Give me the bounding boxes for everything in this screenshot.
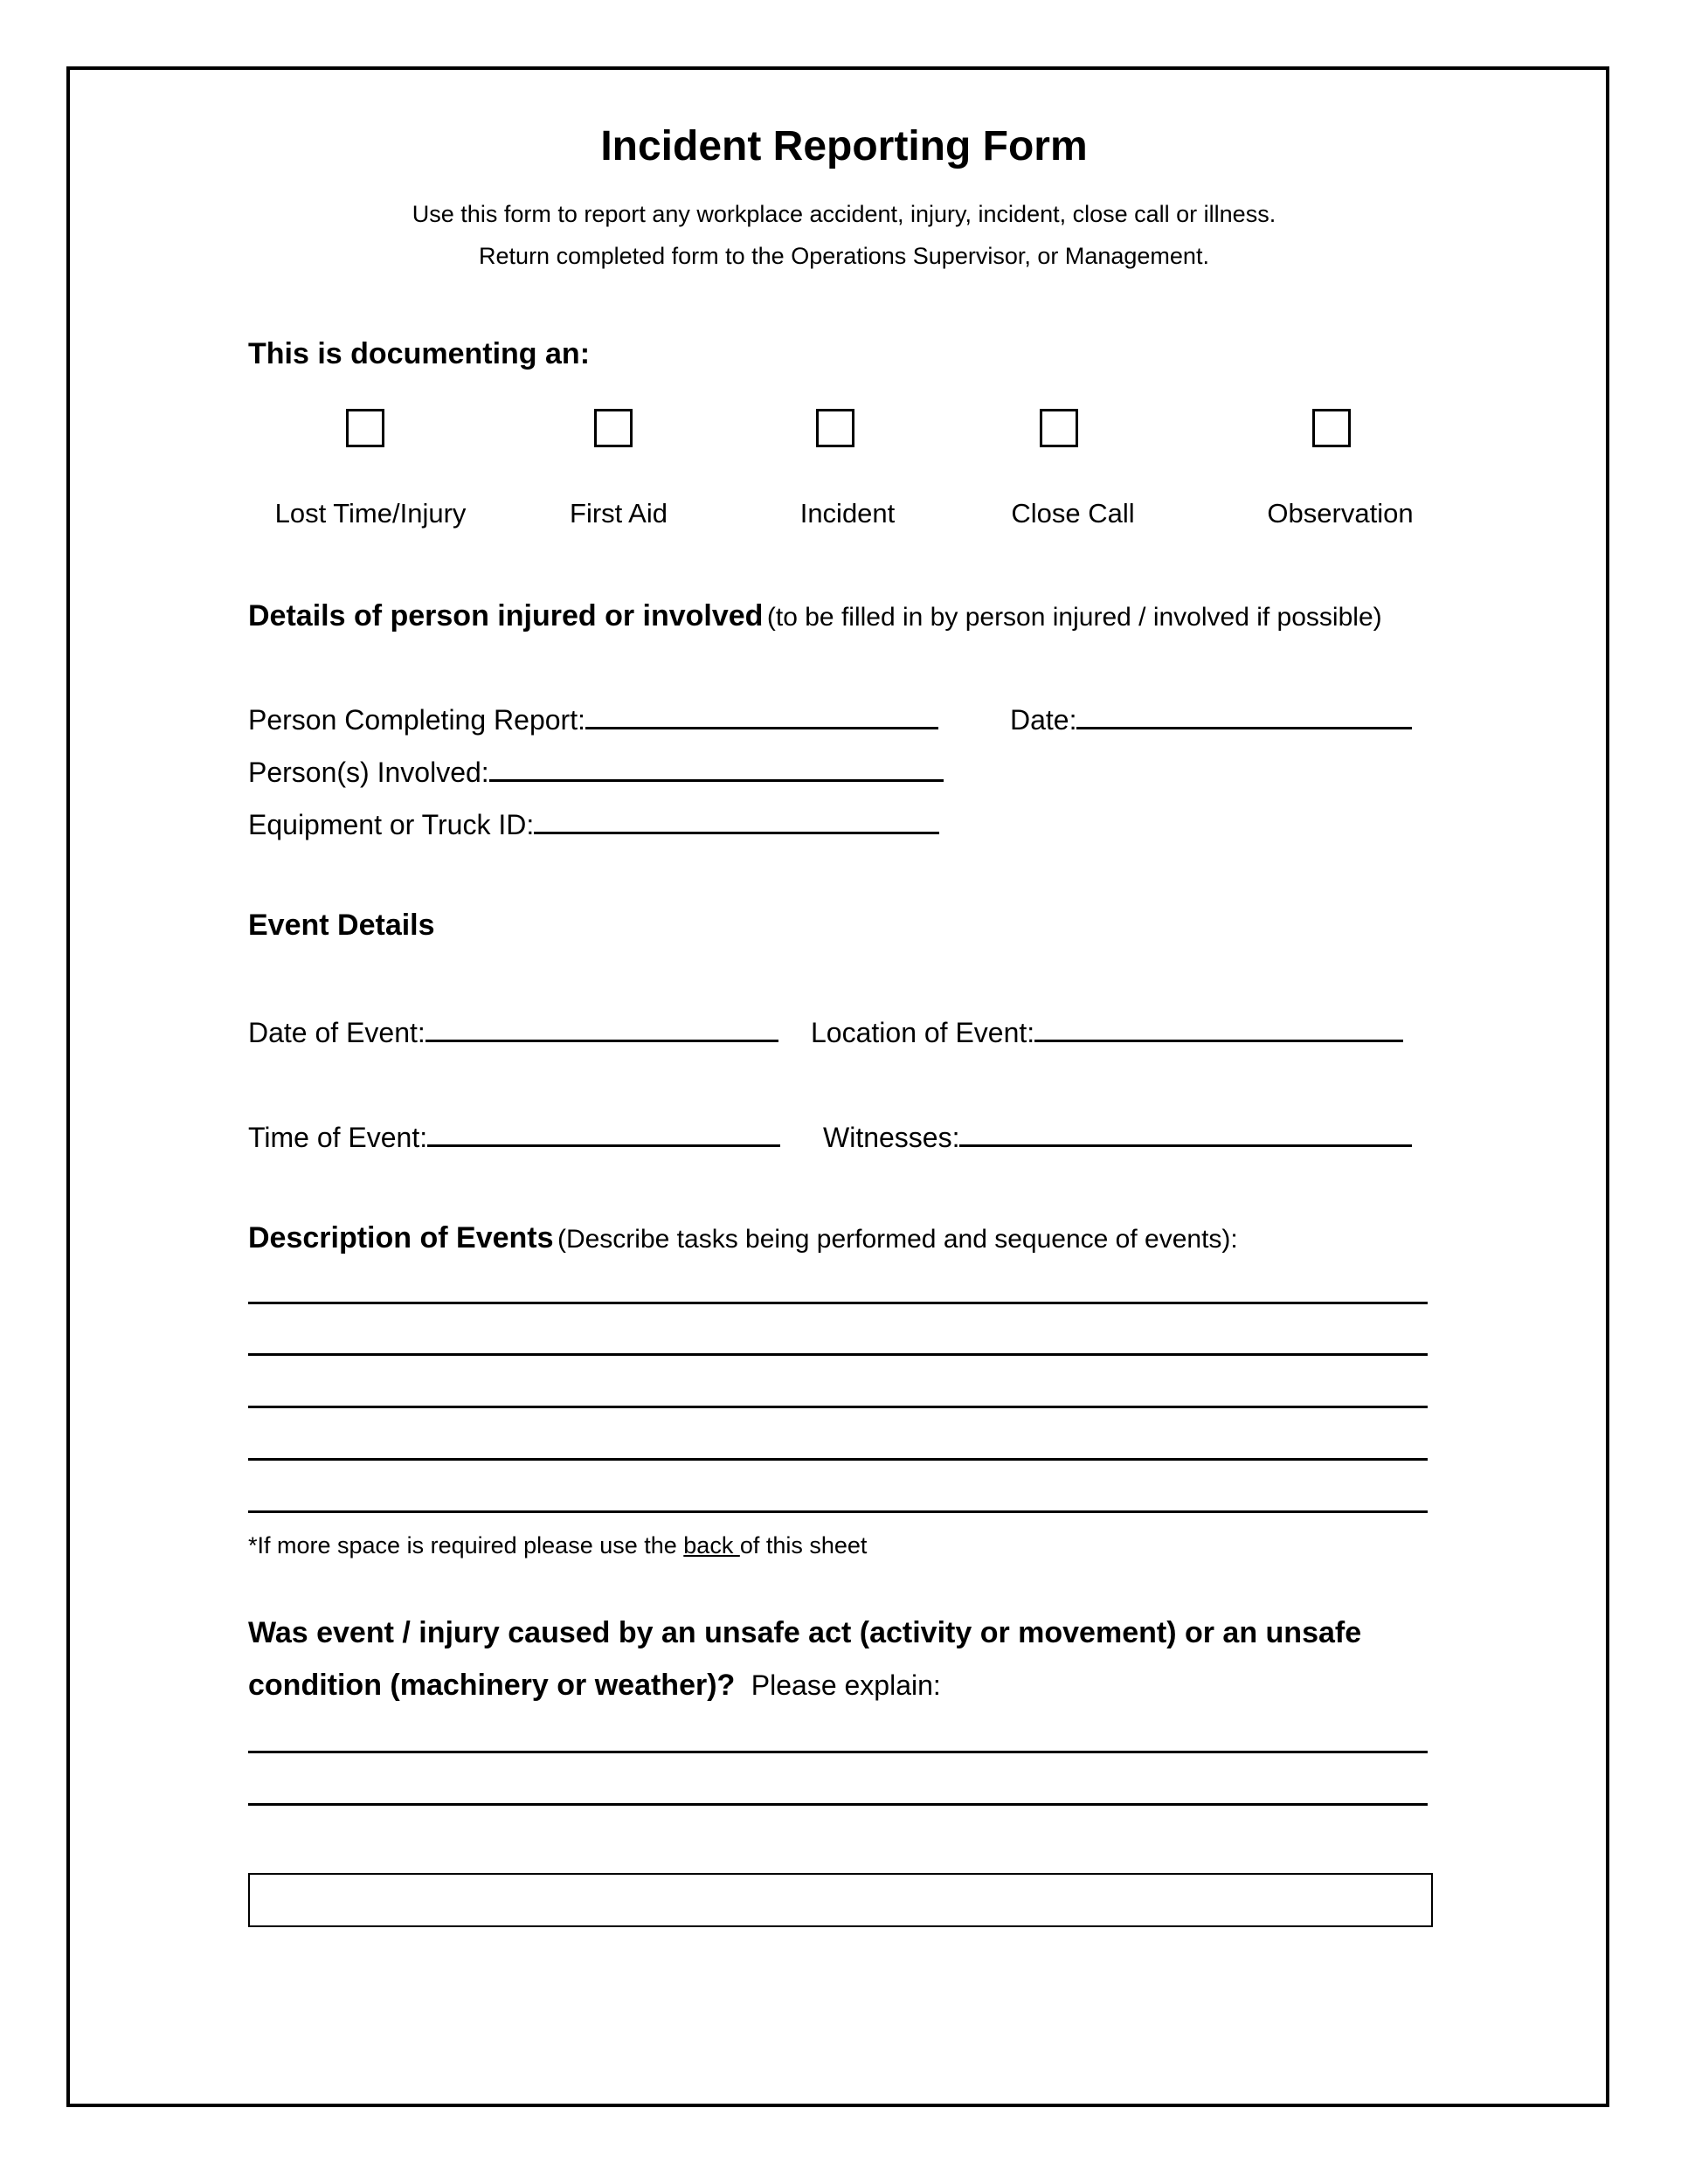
- description-line-3[interactable]: [248, 1406, 1428, 1408]
- details-heading-row: [248, 599, 1382, 633]
- footnote-back-word: back: [683, 1532, 740, 1559]
- cause-explain-line-1[interactable]: [248, 1751, 1428, 1753]
- form-instructions-2: Return completed form to the Operations Supervisor, or Management.: [479, 243, 1209, 269]
- description-heading: Description of Events: [248, 1221, 554, 1254]
- date-label: Date:: [1010, 704, 1077, 736]
- persons-involved-field[interactable]: [248, 750, 944, 789]
- option-label-first-aid: First Aid: [570, 498, 668, 529]
- option-label-incident: Incident: [799, 498, 896, 529]
- description-note: (Describe tasks being performed and sequence of events):: [557, 1225, 1238, 1254]
- description-line-2[interactable]: [248, 1353, 1428, 1356]
- documenting-heading: This is documenting an:: [248, 337, 591, 370]
- details-heading: Details of person injured or involved: [248, 599, 764, 632]
- location-of-event-line[interactable]: [1034, 1010, 1403, 1042]
- cause-question-line-1: Was event / injury caused by an unsafe act (activity or movement) or an unsafe: [248, 1616, 1362, 1649]
- date-of-event-field[interactable]: [248, 1010, 778, 1049]
- witnesses-field[interactable]: [823, 1115, 1412, 1154]
- description-line-5[interactable]: [248, 1510, 1428, 1513]
- equipment-field[interactable]: [248, 802, 939, 841]
- checkbox-incident[interactable]: [816, 409, 854, 447]
- checkbox-observation[interactable]: [1312, 409, 1351, 447]
- checkbox-close-call[interactable]: [1040, 409, 1078, 447]
- form-instructions-1: Use this form to report any workplace accident, injury, incident, close call or illness.: [412, 201, 1276, 227]
- cause-question-row-2: [248, 1669, 941, 1703]
- person-completing-line[interactable]: [585, 697, 938, 729]
- time-of-event-label: Time of Event:: [248, 1122, 428, 1153]
- time-of-event-line[interactable]: [427, 1115, 780, 1147]
- please-explain-label: Please explain:: [751, 1669, 941, 1701]
- date-of-event-line[interactable]: [425, 1010, 778, 1042]
- location-of-event-label: Location of Event:: [811, 1017, 1035, 1048]
- description-line-1[interactable]: [248, 1302, 1428, 1304]
- person-completing-field[interactable]: [248, 697, 938, 736]
- equipment-label: Equipment or Truck ID:: [248, 809, 535, 840]
- bottom-input-box[interactable]: [248, 1873, 1433, 1927]
- footnote-text-pre: *If more space is required please use the: [248, 1532, 684, 1559]
- footnote-text-post: of this sheet: [739, 1532, 868, 1559]
- form-title: Incident Reporting Form: [600, 123, 1088, 169]
- date-line[interactable]: [1076, 697, 1412, 729]
- location-of-event-field[interactable]: [811, 1010, 1403, 1049]
- event-details-heading: Event Details: [248, 909, 435, 942]
- cause-question-line-2: condition (machinery or weather)?: [248, 1669, 736, 1702]
- time-of-event-field[interactable]: [248, 1115, 780, 1154]
- option-label-observation: Observation: [1267, 498, 1414, 529]
- date-of-event-label: Date of Event:: [248, 1017, 425, 1048]
- equipment-line[interactable]: [534, 802, 939, 834]
- checkbox-first-aid[interactable]: [594, 409, 633, 447]
- persons-involved-line[interactable]: [489, 750, 944, 782]
- details-note: (to be filled in by person injured / involved if possible): [766, 603, 1382, 632]
- description-heading-row: [248, 1221, 1238, 1255]
- page-border: [66, 66, 1609, 2107]
- option-label-close-call: Close Call: [1011, 498, 1135, 529]
- persons-involved-label: Person(s) Involved:: [248, 757, 489, 788]
- option-label-lost-time-injury: Lost Time/Injury: [274, 498, 467, 529]
- witnesses-line[interactable]: [959, 1115, 1412, 1147]
- more-space-footnote: [248, 1532, 867, 1559]
- cause-explain-line-2[interactable]: [248, 1803, 1428, 1806]
- witnesses-label: Witnesses:: [823, 1122, 960, 1153]
- date-field[interactable]: [1010, 697, 1412, 736]
- checkbox-lost-time-injury[interactable]: [346, 409, 384, 447]
- description-line-4[interactable]: [248, 1458, 1428, 1461]
- person-completing-label: Person Completing Report:: [248, 704, 585, 736]
